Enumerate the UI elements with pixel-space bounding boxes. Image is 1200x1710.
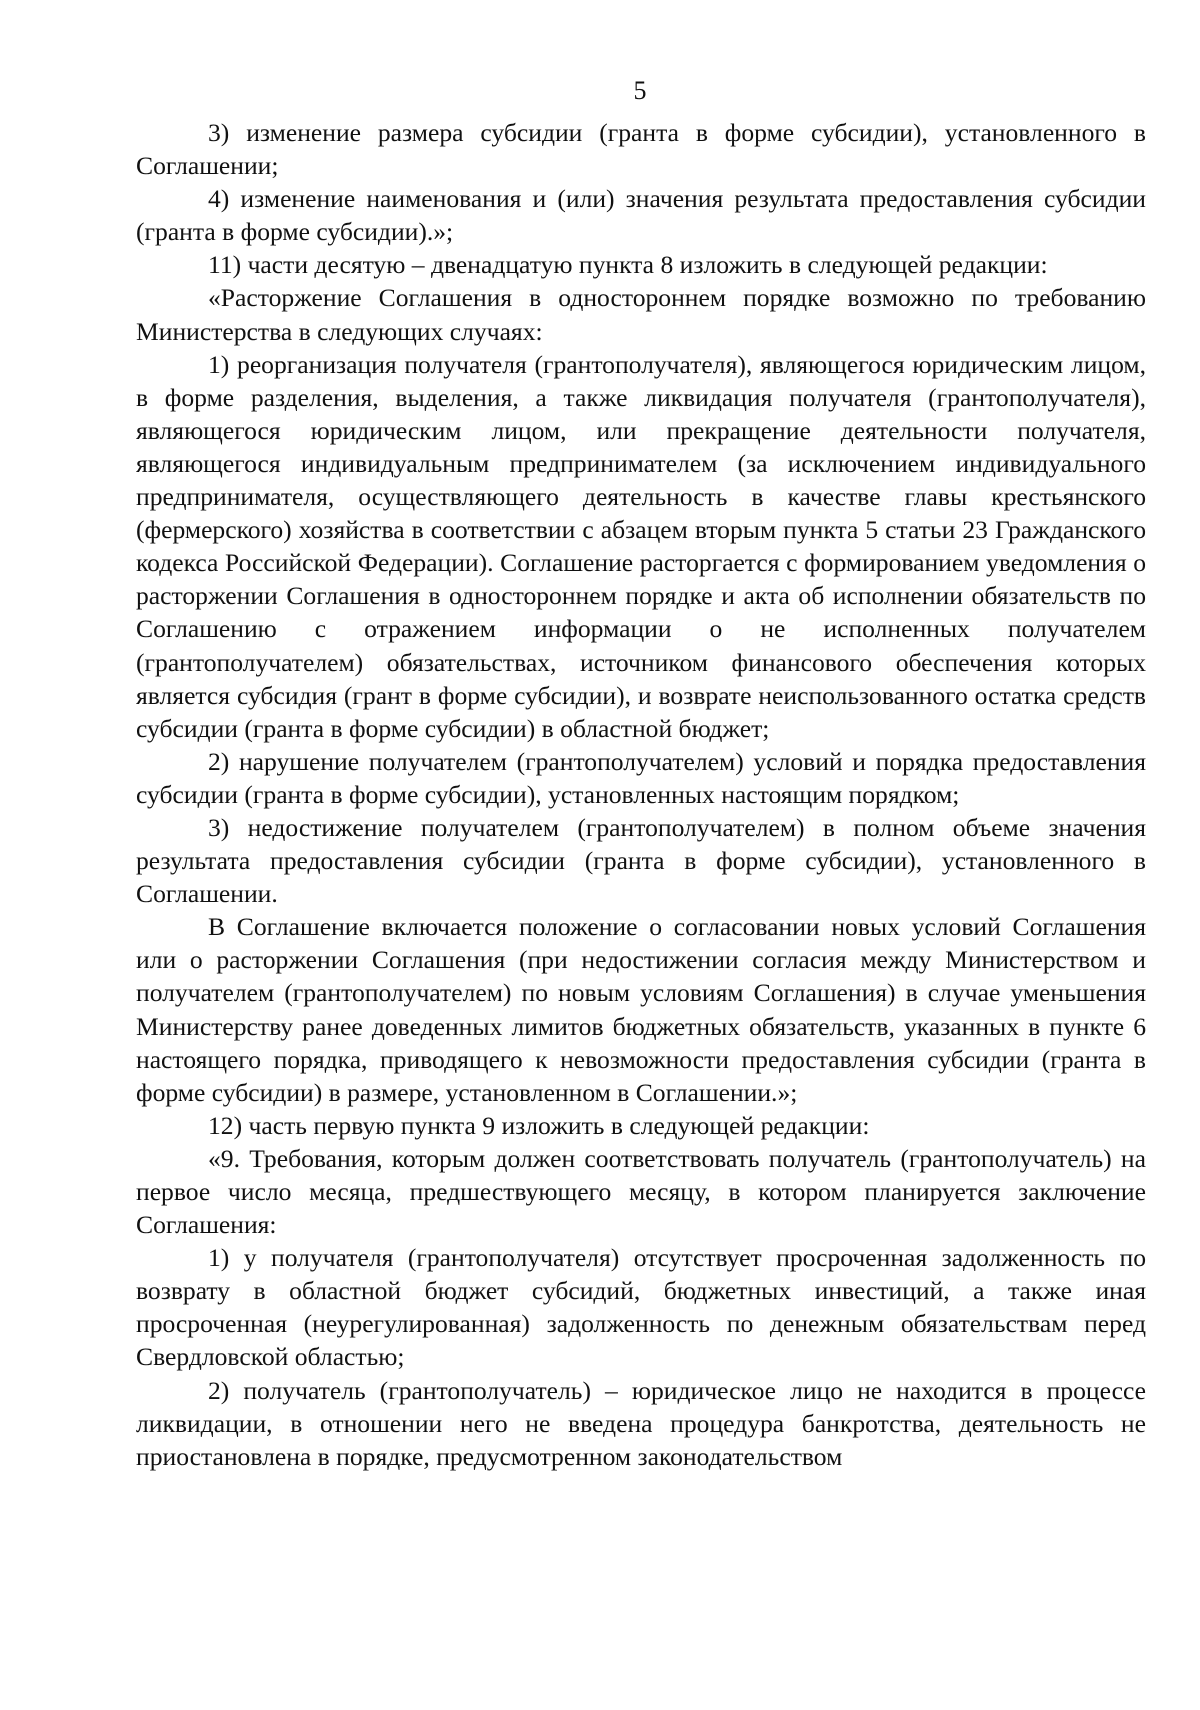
paragraph-reorganization: 1) реорганизация получателя (грантополучателя), являющегося юридическим лицом, в форме разделения, выделения, а также ликвидация получателя (грантополучателя), являющегося юридическим лицом, или прекращение деятельности получателя, являющегося индивидуальным предпринимателем (за исключением индивидуального предпринимателя, осуществляющего деятельность в качестве главы крестьянского (фермерского) хозяйства в соответствии с абзацем вторым пункта 5 статьи 23 Гражданского кодекса Российской Федерации). Соглашение расторгается с формированием уведомления о расторжении Соглашения в одностороннем порядке и акта об исполнении обязательств по Соглашению с отражением информации о не исполненных получателем (грантополучателем) обязательствах, источником финансового обеспечения которых является субсидия (грант в форме субсидии), и возврате неиспользованного остатка средств субсидии (гранта в форме субсидии) в областной бюджет;	[136, 349, 1146, 743]
paragraph-new-conditions: В Соглашение включается положение о согласовании новых условий Соглашения или о расторжении Соглашения (при недостижении согласия между Министерством и получателем (грантополучателем) по новым условиям Соглашения) в случае уменьшения Министерству ранее доведенных лимитов бюджетных обязательств, указанных в пункте 6 настоящего порядка, приводящего к невозможности предоставления субсидии (гранта в форме субсидии) в размере, установленном в Соглашении.»;	[136, 912, 1146, 1107]
paragraph-item-11: 11) части десятую – двенадцатую пункта 8 изложить в следующей редакции:	[208, 250, 1048, 280]
paragraph-subsidy-size-change: 3) изменение размера субсидии (гранта в форме субсидии), установленного в Соглашении;	[136, 118, 1146, 181]
paragraph-result-change: 4) изменение наименования и (или) значения результата предоставления субсидии (гранта в форме субсидии).»;	[136, 184, 1146, 247]
paragraph-not-liquidation: 2) получатель (грантополучатель) – юридическое лицо не находится в процессе ликвидации, в отношении него не введена процедура банкротства, деятельность не приостановлена в порядке, предусмотренном законодательством	[136, 1375, 1146, 1471]
document-body	[136, 116, 1146, 1473]
page-number: 5	[633, 76, 647, 105]
paragraph-violation: 2) нарушение получателем (грантополучателем) условий и порядка предоставления субсидии (гранта в форме субсидии), установленных настоящим порядком;	[136, 746, 1146, 809]
paragraph-no-debt: 1) у получателя (грантополучателя) отсутствует просроченная задолженность по возврату в областной бюджет субсидий, бюджетных инвестиций, а также иная просроченная (неурегулированная) задолженность по денежным обязательствам перед Свердловской областью;	[136, 1243, 1146, 1372]
paragraph-termination-intro: «Расторжение Соглашения в одностороннем порядке возможно по требованию Министерства в следующих случаях:	[136, 283, 1146, 346]
paragraph-nonachievement: 3) недостижение получателем (грантополучателем) в полном объеме значения результата предоставления субсидии (гранта в форме субсидии), установленного в Соглашении.	[136, 812, 1146, 909]
paragraph-item-12: 12) часть первую пункта 9 изложить в следующей редакции:	[208, 1110, 870, 1140]
paragraph-requirements-intro: «9. Требования, которым должен соответствовать получатель (грантополучатель) на первое число месяца, предшествующего месяцу, в котором планируется заключение Соглашения:	[136, 1143, 1146, 1240]
